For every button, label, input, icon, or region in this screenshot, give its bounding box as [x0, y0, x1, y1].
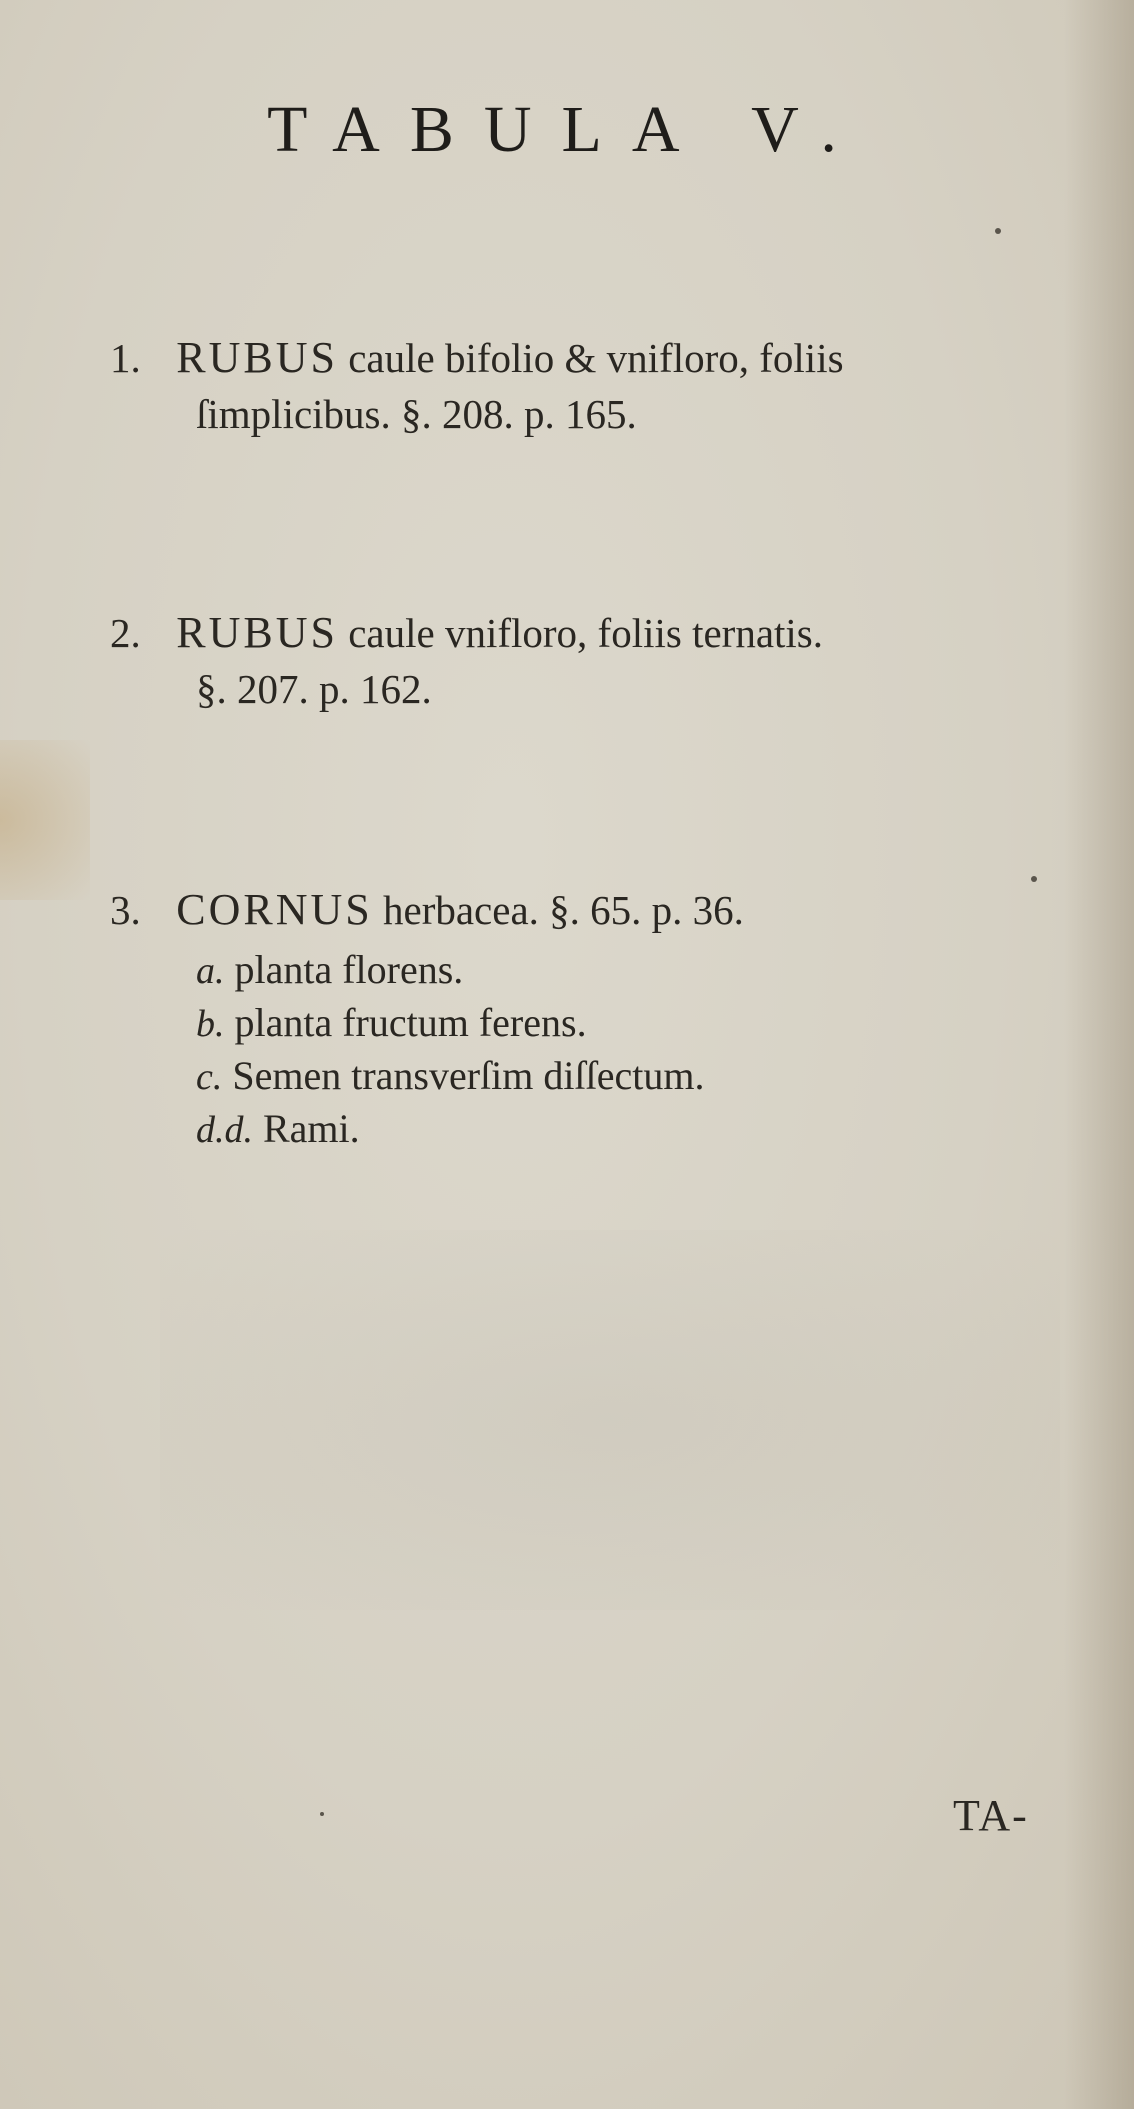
spine-shadow [1064, 0, 1134, 2109]
ink-speck [995, 228, 1001, 234]
part-text: Semen transverſim diſſectum. [232, 1053, 705, 1098]
entry-3 [110, 882, 1060, 938]
list-item [196, 944, 704, 997]
part-letter: b. [196, 1003, 225, 1045]
part-letter: a. [196, 950, 225, 992]
show-through-text [160, 1230, 1060, 1610]
entry-1 [110, 330, 1060, 442]
list-item [196, 1103, 704, 1156]
entry-number: 3. [110, 887, 141, 933]
part-letter: d.d. [196, 1109, 253, 1151]
list-item [196, 1050, 704, 1103]
entry-text: caule bifolio & vnifloro, foliis [348, 335, 844, 381]
entry-text: herbacea. §. 65. p. 36. [383, 887, 744, 933]
entry-text: caule vnifloro, foliis ternatis. [348, 610, 824, 656]
ink-speck [320, 1812, 324, 1816]
entry-genus: RUBUS [176, 608, 338, 657]
catchword: TA- [953, 1791, 1029, 1840]
part-text: planta fructum ferens. [234, 1000, 587, 1045]
entry-genus: CORNUS [176, 885, 373, 934]
part-text: Rami. [263, 1106, 360, 1151]
part-text: planta florens. [234, 947, 464, 992]
entry-genus: RUBUS [176, 333, 338, 382]
page-title: TABULA V. [267, 93, 867, 166]
part-letter: c. [196, 1056, 223, 1098]
paper-stain [0, 740, 90, 900]
entry-number: 1. [110, 335, 141, 381]
figure-parts-list [196, 944, 704, 1156]
entry-number: 2. [110, 610, 141, 656]
entry-reference: §. 207. p. 162. [196, 666, 432, 712]
entry-reference: ſimplicibus. §. 208. p. 165. [196, 391, 637, 437]
entry-2 [110, 605, 1060, 717]
list-item [196, 997, 704, 1050]
